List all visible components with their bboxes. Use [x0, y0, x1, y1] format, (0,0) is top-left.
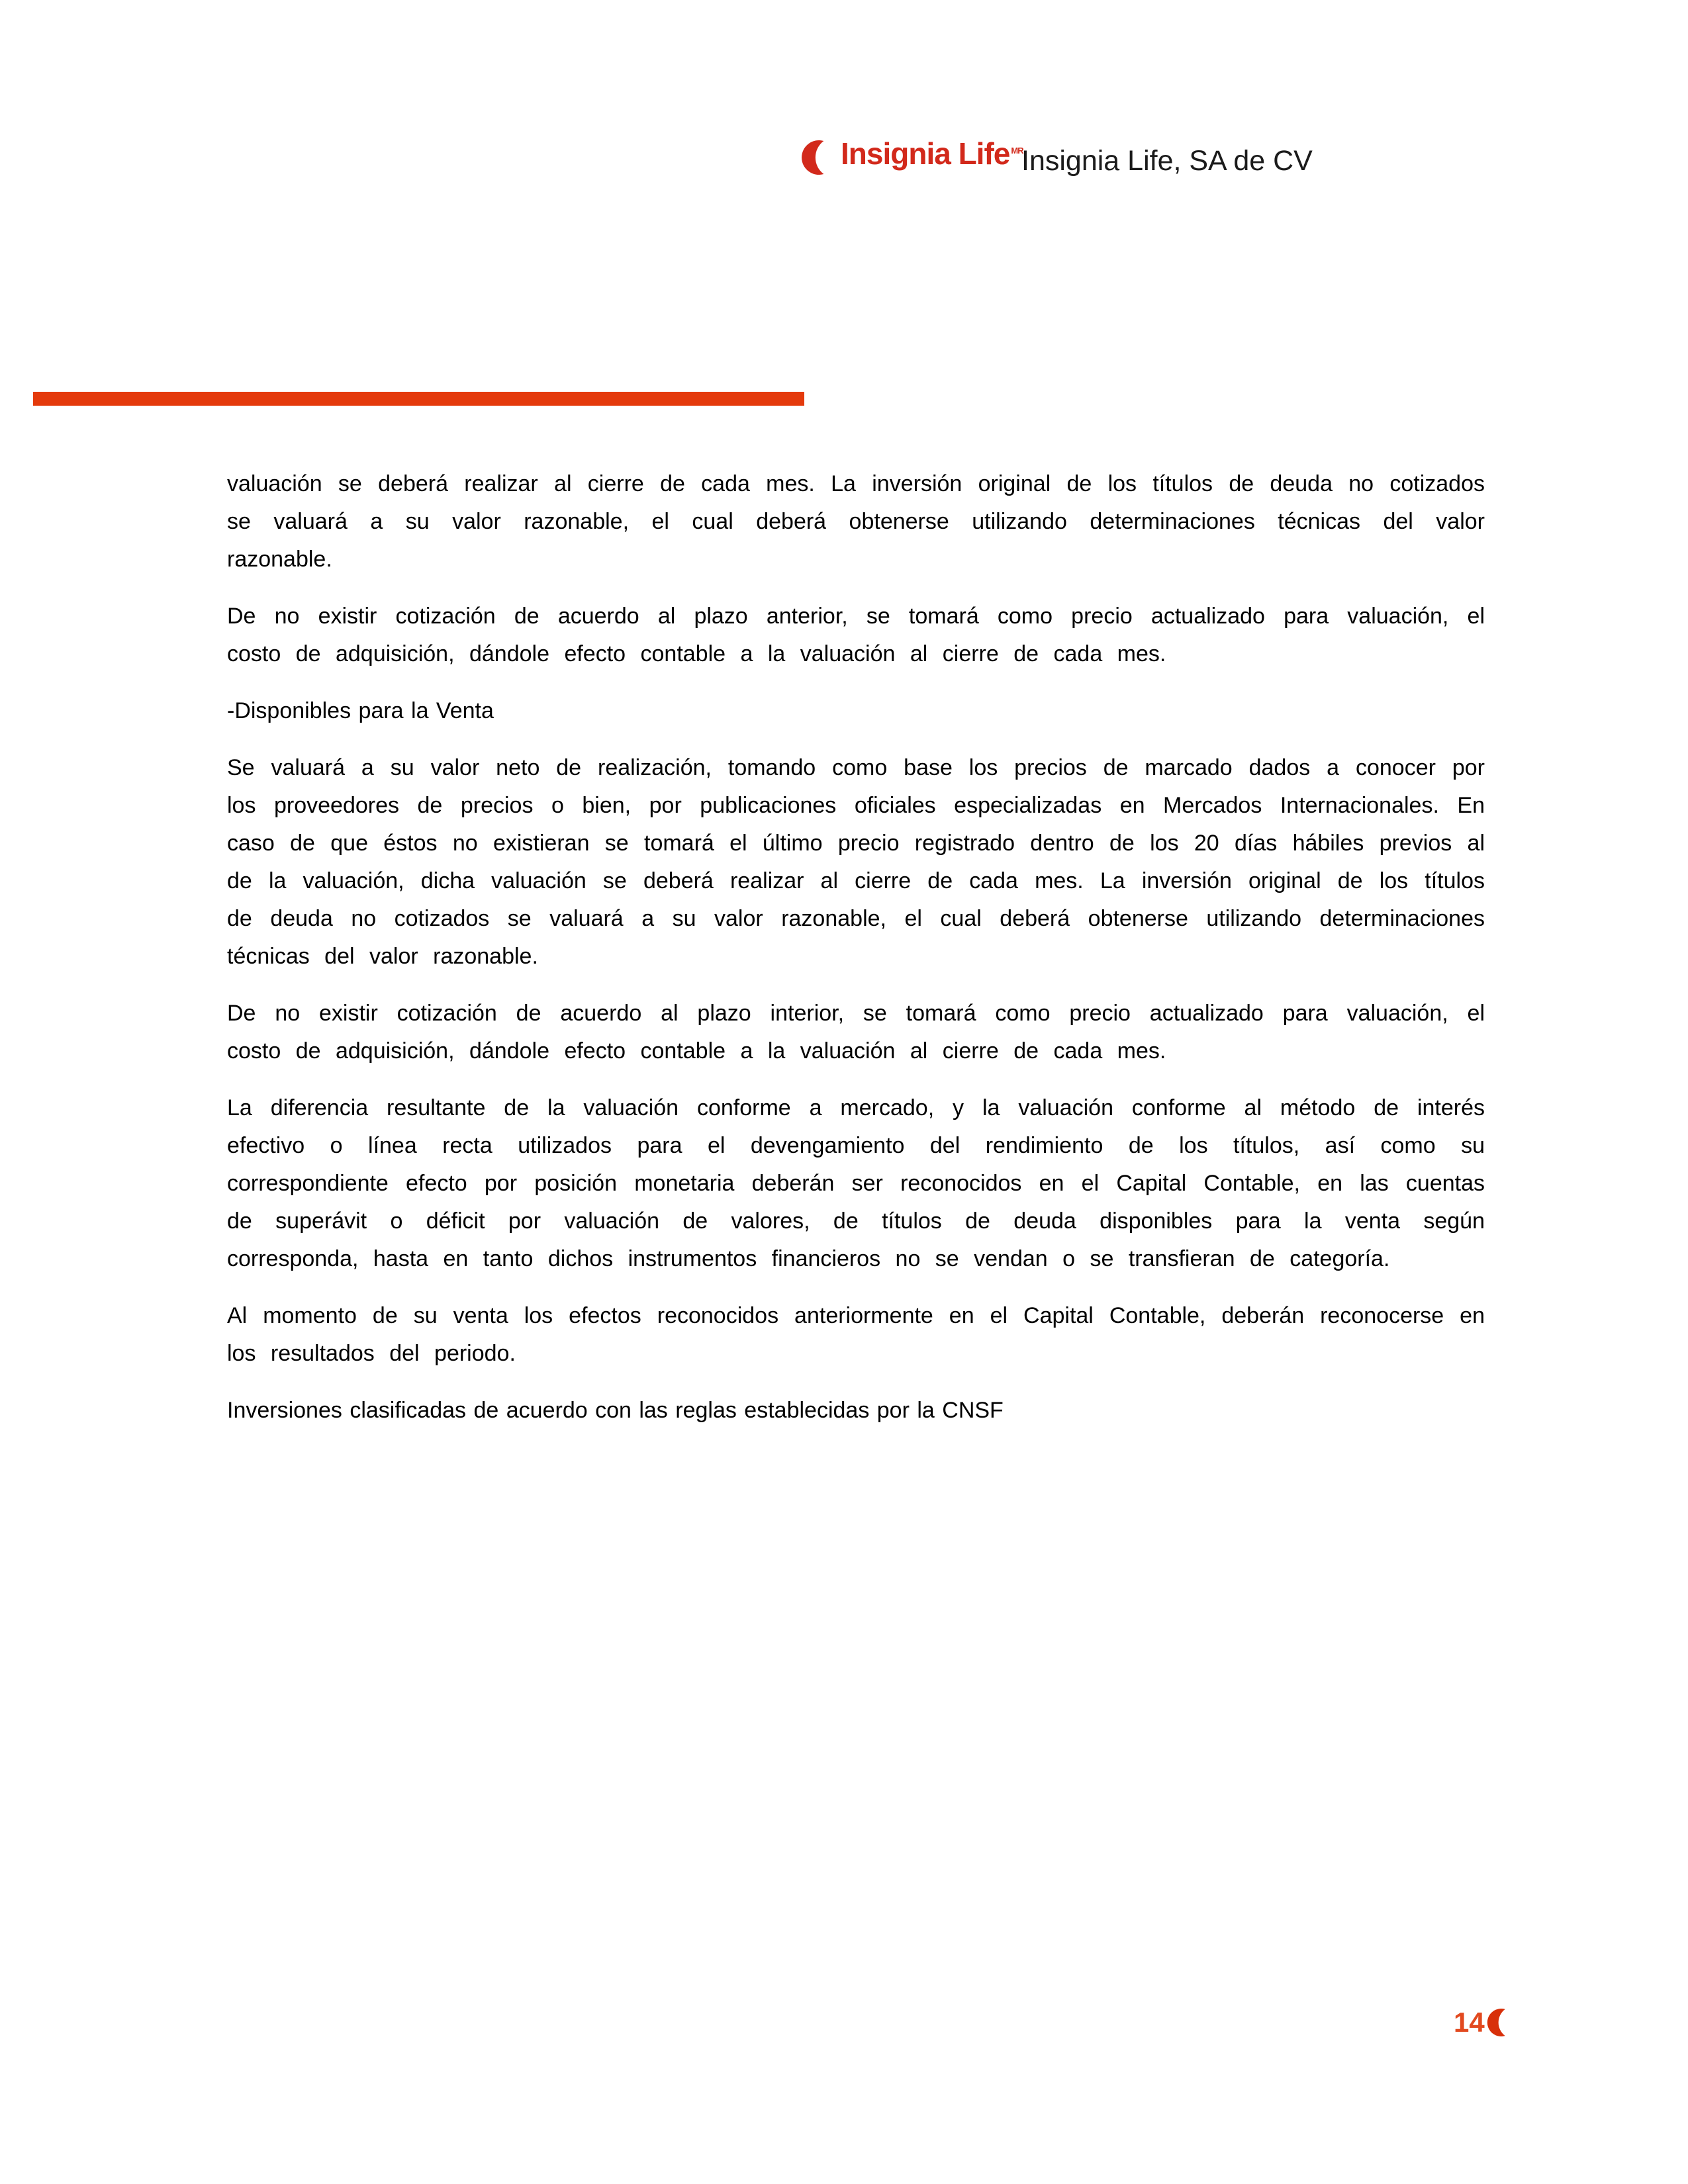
logo-brand-label: Insignia Life	[841, 136, 1010, 171]
crescent-icon	[1487, 2005, 1515, 2040]
paragraph-no-quotation-interior: De no existir cotización de acuerdo al plazo interior, se tomará como precio actualizado para valuación, el costo de adquisición, dándole efecto contable a la valuación al cierre de cada mes.	[227, 1001, 1485, 1064]
paragraph-valuation-difference: La diferencia resultante de la valuación conforme a mercado, y la valuación conforme al método de interés efectivo o línea recta utilizados para el devengamiento del rendimiento de los títulos, así como su correspondiente efecto por posición monetaria deberán ser reconocidos en el Capital Contable, en las cuentas de superávit o déficit por valuación de valores, de títulos de deuda disponibles para la venta según corresponda, hasta en tanto dichos instrumentos financieros no se vendan o se transfieran de categoría.	[227, 1095, 1485, 1271]
subheading-disponibles-para-la-venta: -Disponibles para la Venta	[227, 698, 494, 723]
paragraph-net-realization-value: Se valuará a su valor neto de realización, tomando como base los precios de marcado dados a conocer por los proveedores de precios o bien, por publicaciones oficiales especializadas en Mercados Internacionales. En caso de que éstos no existieran se tomará el último precio registrado dentro de los 20 días hábiles previos al de la valuación, dicha valuación se deberá realizar al cierre de cada mes. La inversión original de los títulos de deuda no cotizados se valuará a su valor razonable, el cual deberá obtenerse utilizando determinaciones técnicas del valor razonable.	[227, 755, 1485, 969]
section-divider-bar	[33, 392, 804, 406]
insignia-life-logo	[801, 132, 1023, 180]
company-name: Insignia Life, SA de CV	[1021, 145, 1313, 177]
document-body	[227, 465, 1485, 1449]
logo-brand-text	[841, 132, 1023, 175]
paragraph-no-quotation-anterior: De no existir cotización de acuerdo al plazo anterior, se tomará como precio actualizado para valuación, el costo de adquisición, dándole efecto contable a la valuación al cierre de cada mes.	[227, 604, 1485, 666]
page-number: 14	[1454, 2007, 1485, 2038]
footer	[1454, 2005, 1515, 2040]
paragraph-valuation-monthly: valuación se deberá realizar al cierre de cada mes. La inversión original de los títulos de deuda no cotizados se valuará a su valor razonable, el cual deberá obtenerse utilizando determinaciones técnicas del valor razonable.	[227, 471, 1485, 572]
logo-trademark: MR	[1011, 145, 1023, 156]
crescent-icon	[801, 136, 835, 179]
paragraph-cnsf-rules: Inversiones clasificadas de acuerdo con las reglas establecidas por la CNSF	[227, 1398, 1004, 1423]
paragraph-sale-effects: Al momento de su venta los efectos reconocidos anteriormente en el Capital Contable, deberán reconocerse en los resultados del periodo.	[227, 1303, 1485, 1366]
